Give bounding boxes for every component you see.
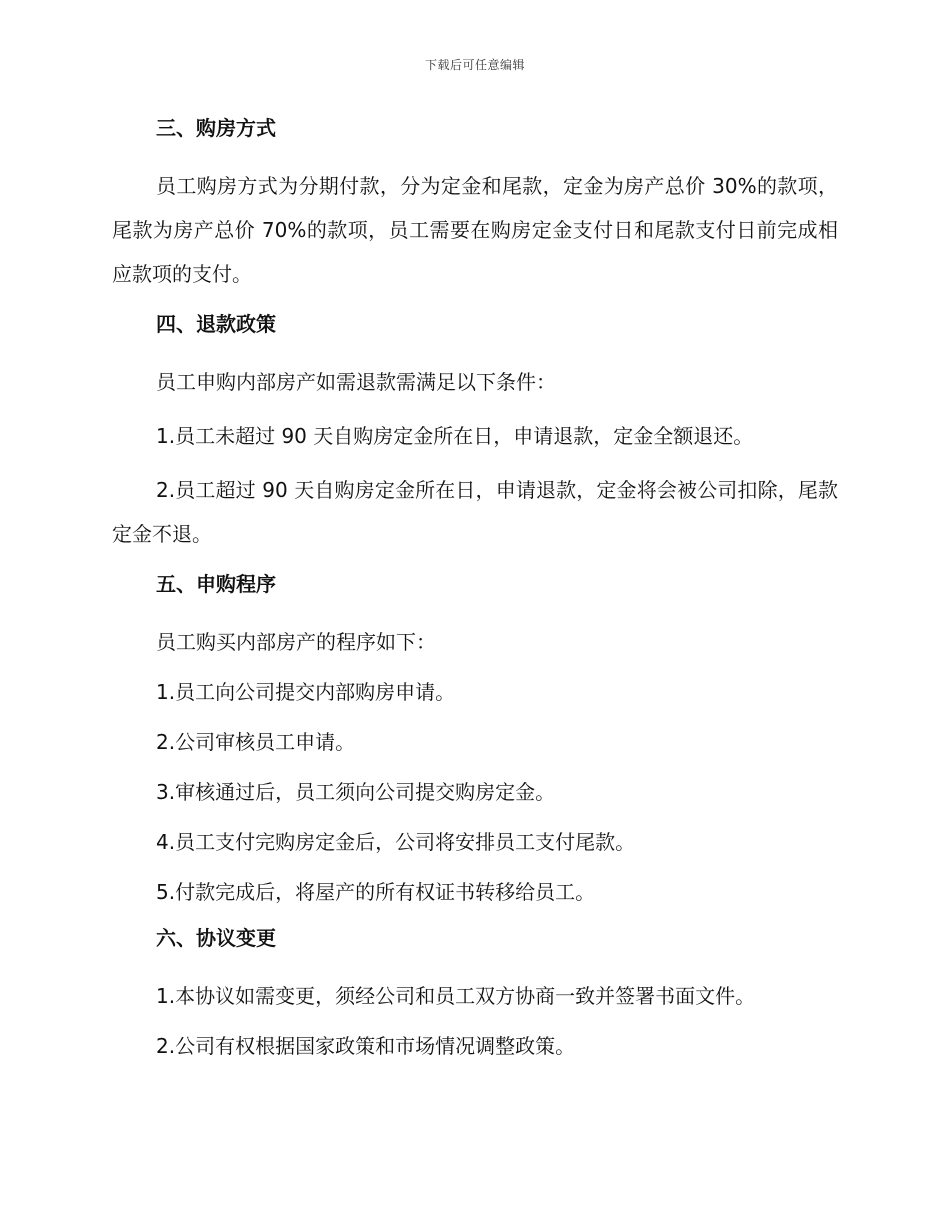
paragraph-refund-condition-2: 2.员工超过 90 天自购房定金所在日，申请退款，定金将会被公司扣除，尾款定金不退。 bbox=[112, 478, 838, 546]
section-title-purchase-method: 三、购房方式 bbox=[156, 116, 276, 140]
paragraph-procedure-intro: 员工购买内部房产的程序如下： bbox=[156, 630, 436, 654]
section-title-agreement-change: 六、协议变更 bbox=[156, 926, 276, 950]
paragraph-purchase-method: 员工购房方式为分期付款，分为定金和尾款，定金为房产总价 30%的款项，尾款为房产总价 70%的款项，员工需要在购房定金支付日和尾款支付日前完成相应款项的支付。 bbox=[112, 174, 838, 286]
paragraph-procedure-step-2: 2.公司审核员工申请。 bbox=[156, 730, 356, 754]
paragraph-agreement-change-2: 2.公司有权根据国家政策和市场情况调整政策。 bbox=[156, 1034, 576, 1058]
paragraph-refund-condition-1: 1.员工未超过 90 天自购房定金所在日，申请退款，定金全额退还。 bbox=[156, 424, 754, 448]
document-body bbox=[112, 110, 838, 1074]
section-title-application-procedure: 五、申购程序 bbox=[156, 572, 276, 596]
section-title-refund-policy: 四、退款政策 bbox=[156, 312, 276, 336]
paragraph-procedure-step-4: 4.员工支付完购房定金后，公司将安排员工支付尾款。 bbox=[156, 830, 636, 854]
paragraph-procedure-step-3: 3.审核通过后，员工须向公司提交购房定金。 bbox=[156, 780, 556, 804]
paragraph-procedure-step-1: 1.员工向公司提交内部购房申请。 bbox=[156, 680, 456, 704]
paragraph-procedure-step-5: 5.付款完成后，将屋产的所有权证书转移给员工。 bbox=[156, 880, 596, 904]
header-note: 下载后可任意编辑 bbox=[424, 58, 525, 72]
paragraph-agreement-change-1: 1.本协议如需变更，须经公司和员工双方协商一致并签署书面文件。 bbox=[156, 984, 756, 1008]
paragraph-refund-intro: 员工申购内部房产如需退款需满足以下条件： bbox=[156, 370, 556, 394]
